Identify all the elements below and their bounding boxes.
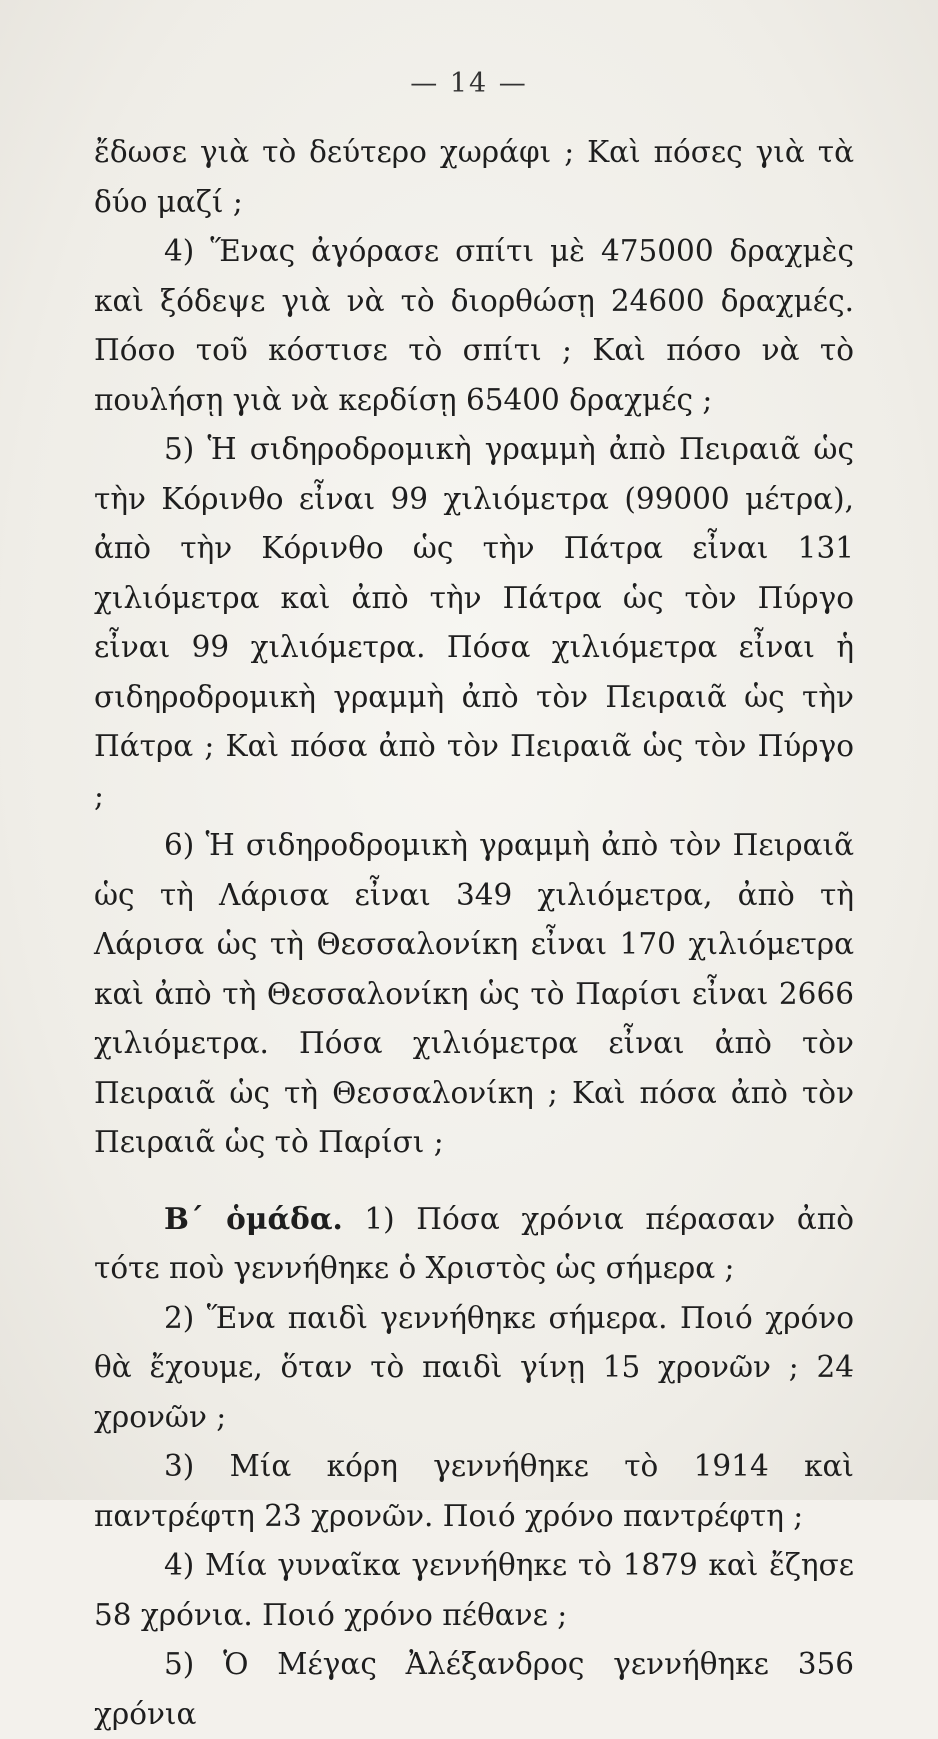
group-b-item-5: 5) Ὁ Μέγας Ἀλέξανδρος γεννήθηκε 356 χρόνια [94,1647,854,1731]
group-b-item-3: 3) Μία κόρη γεννήθηκε τὸ 1914 καὶ παντρέφτη 23 χρονῶν. Ποιό χρόνο παντρέφτη ; [94,1449,854,1533]
section-gap [94,1168,854,1194]
exercise-5: 5) Ἡ σιδηροδρομικὴ γραμμὴ ἀπὸ Πειραιᾶ ὡς τὴν Κόρινθο εἶναι 99 χιλιόμετρα (99000 μέτρα), ἀπὸ τὴν Κόρινθο ὡς τὴν Πάτρα εἶναι 131 χιλιόμετρα καὶ ἀπὸ τὴν Πάτρα ὡς τὸν Πύργο εἶναι 99 χιλιόμετρα. Πόσα χιλιόμετρα εἶναι ἡ σιδηροδρομικὴ γραμμὴ ἀπὸ τὸν Πειραιᾶ ὡς τὴν Πάτρα ; Καὶ πόσα ἀπὸ τὸν Πειραιᾶ ὡς τὸν Πύργο ; [94,432,854,813]
group-b-first-item [94,1194,854,1294]
group-b-item-1: 1) Πόσα χρόνια πέρασαν ἀπὸ τότε ποὺ γεννήθηκε ὁ Χριστὸς ὡς σήμερα ; [94,1201,854,1285]
group-b-item-4: 4) Μία γυναῖκα γεννήθηκε τὸ 1879 καὶ ἔζησε 58 χρόνια. Ποιό χρόνο πέθανε ; [94,1548,854,1632]
paragraph-continuation: ἔδωσε γιὰ τὸ δεύτερο χωράφι ; Καὶ πόσες γιὰ τὰ δύο μαζί ; [94,135,854,219]
exercise-6: 6) Ἡ σιδηροδρομικὴ γραμμὴ ἀπὸ τὸν Πειραιᾶ ὡς τὴ Λάρισα εἶναι 349 χιλιόμετρα, ἀπὸ τὴ Λάρισα ὡς τὴ Θεσσαλονίκη εἶναι 170 χιλιόμετρα καὶ ἀπὸ τὴ Θεσσαλονίκη ὡς τὸ Παρίσι εἶναι 2666 χιλιόμετρα. Πόσα χιλιόμετρα εἶναι ἀπὸ τὸν Πειραιᾶ ὡς τὴ Θεσσαλονίκη ; Καὶ πόσα ἀπὸ τὸν Πειραιᾶ ὡς τὸ Παρίσι ; [94,828,854,1159]
exercise-4: 4) Ἕνας ἀγόρασε σπίτι μὲ 475000 δραχμὲς καὶ ξόδεψε γιὰ νὰ τὸ διορθώσῃ 24600 δραχμές. Πόσο τοῦ κόστισε τὸ σπίτι ; Καὶ πόσο νὰ τὸ πουλήσῃ γιὰ νὰ κερδίσῃ 65400 δραχμές ; [94,234,854,417]
group-b-item-2: 2) Ἕνα παιδὶ γεννήθηκε σήμερα. Ποιό χρόνο θὰ ἔχουμε, ὅταν τὸ παιδὶ γίνῃ 15 χρονῶν ; 24 χρονῶν ; [94,1300,854,1434]
page-text [94,128,854,1739]
page-number: — 14 — [410,68,528,99]
group-b-title: Β΄ ὁμάδα. [164,1200,343,1236]
